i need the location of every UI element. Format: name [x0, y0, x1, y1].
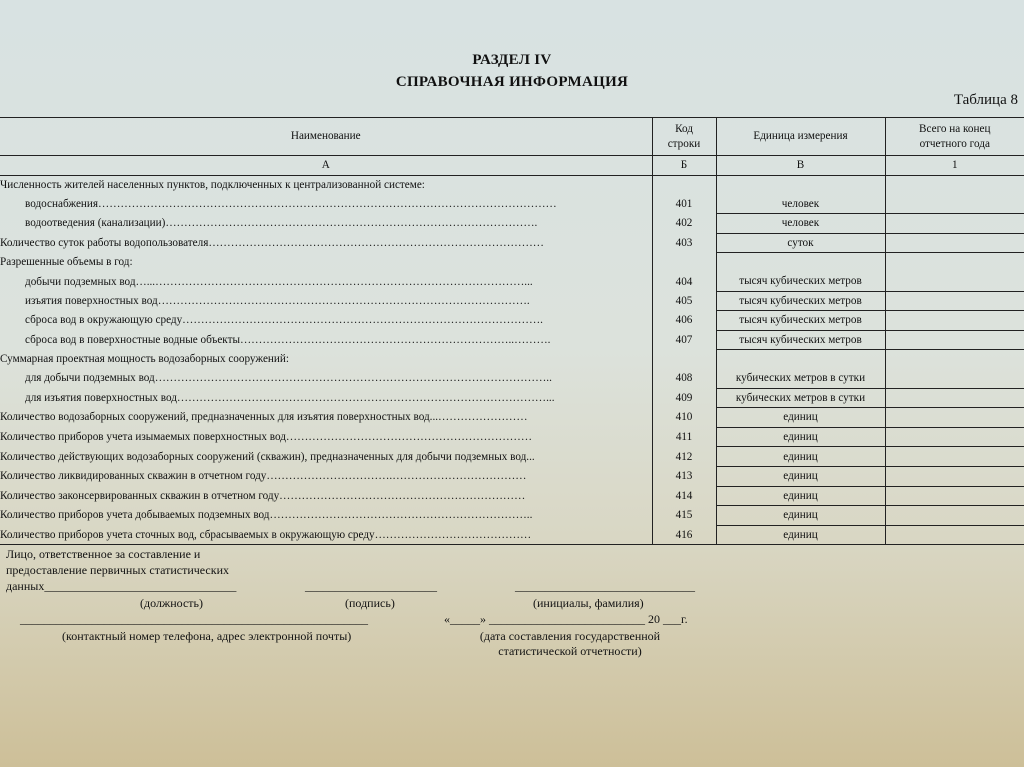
table-row: [0, 311, 1024, 331]
row-code: 405: [652, 291, 716, 311]
table-label: Таблица 8: [953, 92, 1018, 108]
row-unit: тысяч кубических метров: [716, 330, 885, 350]
row-code: 402: [652, 214, 716, 234]
letter-total: 1: [885, 156, 1024, 176]
table-row: [0, 233, 1024, 253]
group-row: [0, 253, 1024, 272]
table-row: [0, 291, 1024, 311]
table-row: [0, 272, 1024, 291]
group-population-label: Численность жителей населенных пунктов, подключенных к централизованной системе:: [0, 176, 652, 195]
table-row: [0, 427, 1024, 447]
row-value[interactable]: [885, 447, 1024, 467]
row-name: Количество водозаборных сооружений, предназначенных для изъятия поверхностных вод...……………………: [0, 408, 652, 428]
reference-info-table: [0, 117, 1024, 545]
row-code: 407: [652, 330, 716, 350]
row-name: Количество суток работы водопользователя………………………………………………………………………………: [0, 233, 652, 253]
group-row: [0, 176, 1024, 195]
row-name: водоснабжения……………………………………………………………………………………………………………: [0, 195, 652, 214]
table-row: [0, 214, 1024, 234]
row-unit: единиц: [716, 466, 885, 486]
header-total: Всего на конец отчетного года: [885, 118, 1024, 156]
row-code: 409: [652, 388, 716, 408]
contact-field[interactable]: __________________________________________________________: [20, 612, 368, 626]
row-code: 413: [652, 466, 716, 486]
table-row: [0, 525, 1024, 545]
row-code: 416: [652, 525, 716, 545]
header-unit: Единица измерения: [716, 118, 885, 156]
row-value[interactable]: [885, 272, 1024, 291]
table-row: [0, 195, 1024, 214]
signature-label: (подпись): [345, 596, 395, 610]
row-unit: единиц: [716, 447, 885, 467]
row-value[interactable]: [885, 466, 1024, 486]
row-value[interactable]: [885, 506, 1024, 526]
row-value[interactable]: [885, 388, 1024, 408]
row-name: Количество ликвидированных скважин в отчетном году…………………………….………………………………: [0, 466, 652, 486]
row-unit: тысяч кубических метров: [716, 311, 885, 331]
table-row: [0, 369, 1024, 388]
table-row: [0, 486, 1024, 506]
table-row: [0, 466, 1024, 486]
row-name: Количество приборов учета изымаемых поверхностных вод…………………………………………………………: [0, 427, 652, 447]
row-code: 408: [652, 369, 716, 388]
row-name: Количество действующих водозаборных сооружений (скважин), предназначенных для добычи подземных вод...: [0, 447, 652, 467]
row-unit: кубических метров в сутки: [716, 369, 885, 388]
row-name: водоотведения (канализации)……………………………………………………………………………………….: [0, 214, 652, 234]
contact-label: (контактный номер телефона, адрес электронной почты): [62, 629, 352, 643]
row-name: Количество приборов учета сточных вод, сбрасываемых в окружающую среду……………………………………: [0, 525, 652, 545]
name-field[interactable]: ______________________________: [515, 579, 695, 593]
row-code: 415: [652, 506, 716, 526]
row-unit: единиц: [716, 427, 885, 447]
row-name: изъятия поверхностных вод……………………………………………………………………………………….: [0, 291, 652, 311]
row-unit: суток: [716, 233, 885, 253]
group-row: [0, 350, 1024, 369]
letter-unit: В: [716, 156, 885, 176]
row-code: 401: [652, 195, 716, 214]
letter-name: А: [0, 156, 652, 176]
row-code: 403: [652, 233, 716, 253]
row-value[interactable]: [885, 427, 1024, 447]
table-row: [0, 506, 1024, 526]
row-value[interactable]: [885, 486, 1024, 506]
date-label-line1: (дата составления государственной: [479, 629, 661, 643]
header-code: Код строки: [652, 118, 716, 156]
signature-field[interactable]: ______________________: [305, 579, 437, 593]
row-name: сброса вод в окружающую среду…………………………………………………………………………………….: [0, 311, 652, 331]
table-row: [0, 388, 1024, 408]
row-name: Количество приборов учета добываемых подземных вод……………………………………………………………..: [0, 506, 652, 526]
row-value[interactable]: [885, 408, 1024, 428]
row-unit: единиц: [716, 506, 885, 526]
letter-row: [0, 156, 1024, 176]
row-name: Количество законсервированных скважин в отчетном году…………………………………………………………: [0, 486, 652, 506]
date-field[interactable]: «_____» __________________________ 20 ___г.: [444, 612, 688, 626]
row-name: для добычи подземных вод……………………………………………………………………………………………..: [0, 369, 652, 388]
row-unit: человек: [716, 195, 885, 214]
row-code: 404: [652, 272, 716, 291]
responsible-person-line2: предоставление первичных статистических: [6, 563, 230, 577]
row-value[interactable]: [885, 214, 1024, 234]
row-unit: единиц: [716, 525, 885, 545]
row-value[interactable]: [885, 525, 1024, 545]
row-value[interactable]: [885, 195, 1024, 214]
table-row: [0, 330, 1024, 350]
table-row: [0, 408, 1024, 428]
row-name: сброса вод в поверхностные водные объекты………………………………………………………………..……….: [0, 330, 652, 350]
section-subtitle: СПРАВОЧНАЯ ИНФОРМАЦИЯ: [395, 74, 629, 90]
row-name: для изъятия поверхностных вод………………………………………………………………………………………...: [0, 388, 652, 408]
group-capacity-label: Суммарная проектная мощность водозаборных сооружений:: [0, 350, 652, 369]
date-label-line2: статистической отчетности): [498, 644, 642, 658]
responsible-person-line1: Лицо, ответственное за составление и: [6, 547, 201, 561]
row-name: добычи подземных вод…...………………………………………………………………………………………...: [0, 272, 652, 291]
row-unit: тысяч кубических метров: [716, 291, 885, 311]
row-value[interactable]: [885, 330, 1024, 350]
row-value[interactable]: [885, 369, 1024, 388]
table-row: [0, 447, 1024, 467]
row-value[interactable]: [885, 311, 1024, 331]
position-label: (должность): [140, 596, 203, 610]
row-unit: тысяч кубических метров: [716, 272, 885, 291]
row-value[interactable]: [885, 233, 1024, 253]
row-unit: единиц: [716, 486, 885, 506]
header-name: Наименование: [0, 118, 652, 156]
row-code: 414: [652, 486, 716, 506]
letter-code: Б: [652, 156, 716, 176]
row-unit: человек: [716, 214, 885, 234]
group-permitted-label: Разрешенные объемы в год:: [0, 253, 652, 272]
row-unit: кубических метров в сутки: [716, 388, 885, 408]
name-label: (инициалы, фамилия): [533, 596, 644, 610]
row-code: 411: [652, 427, 716, 447]
row-value[interactable]: [885, 291, 1024, 311]
header-row: [0, 118, 1024, 156]
row-unit: единиц: [716, 408, 885, 428]
row-code: 406: [652, 311, 716, 331]
row-code: 410: [652, 408, 716, 428]
section-title: РАЗДЕЛ IV: [472, 52, 552, 68]
position-field[interactable]: данных________________________________: [6, 579, 237, 593]
row-code: 412: [652, 447, 716, 467]
